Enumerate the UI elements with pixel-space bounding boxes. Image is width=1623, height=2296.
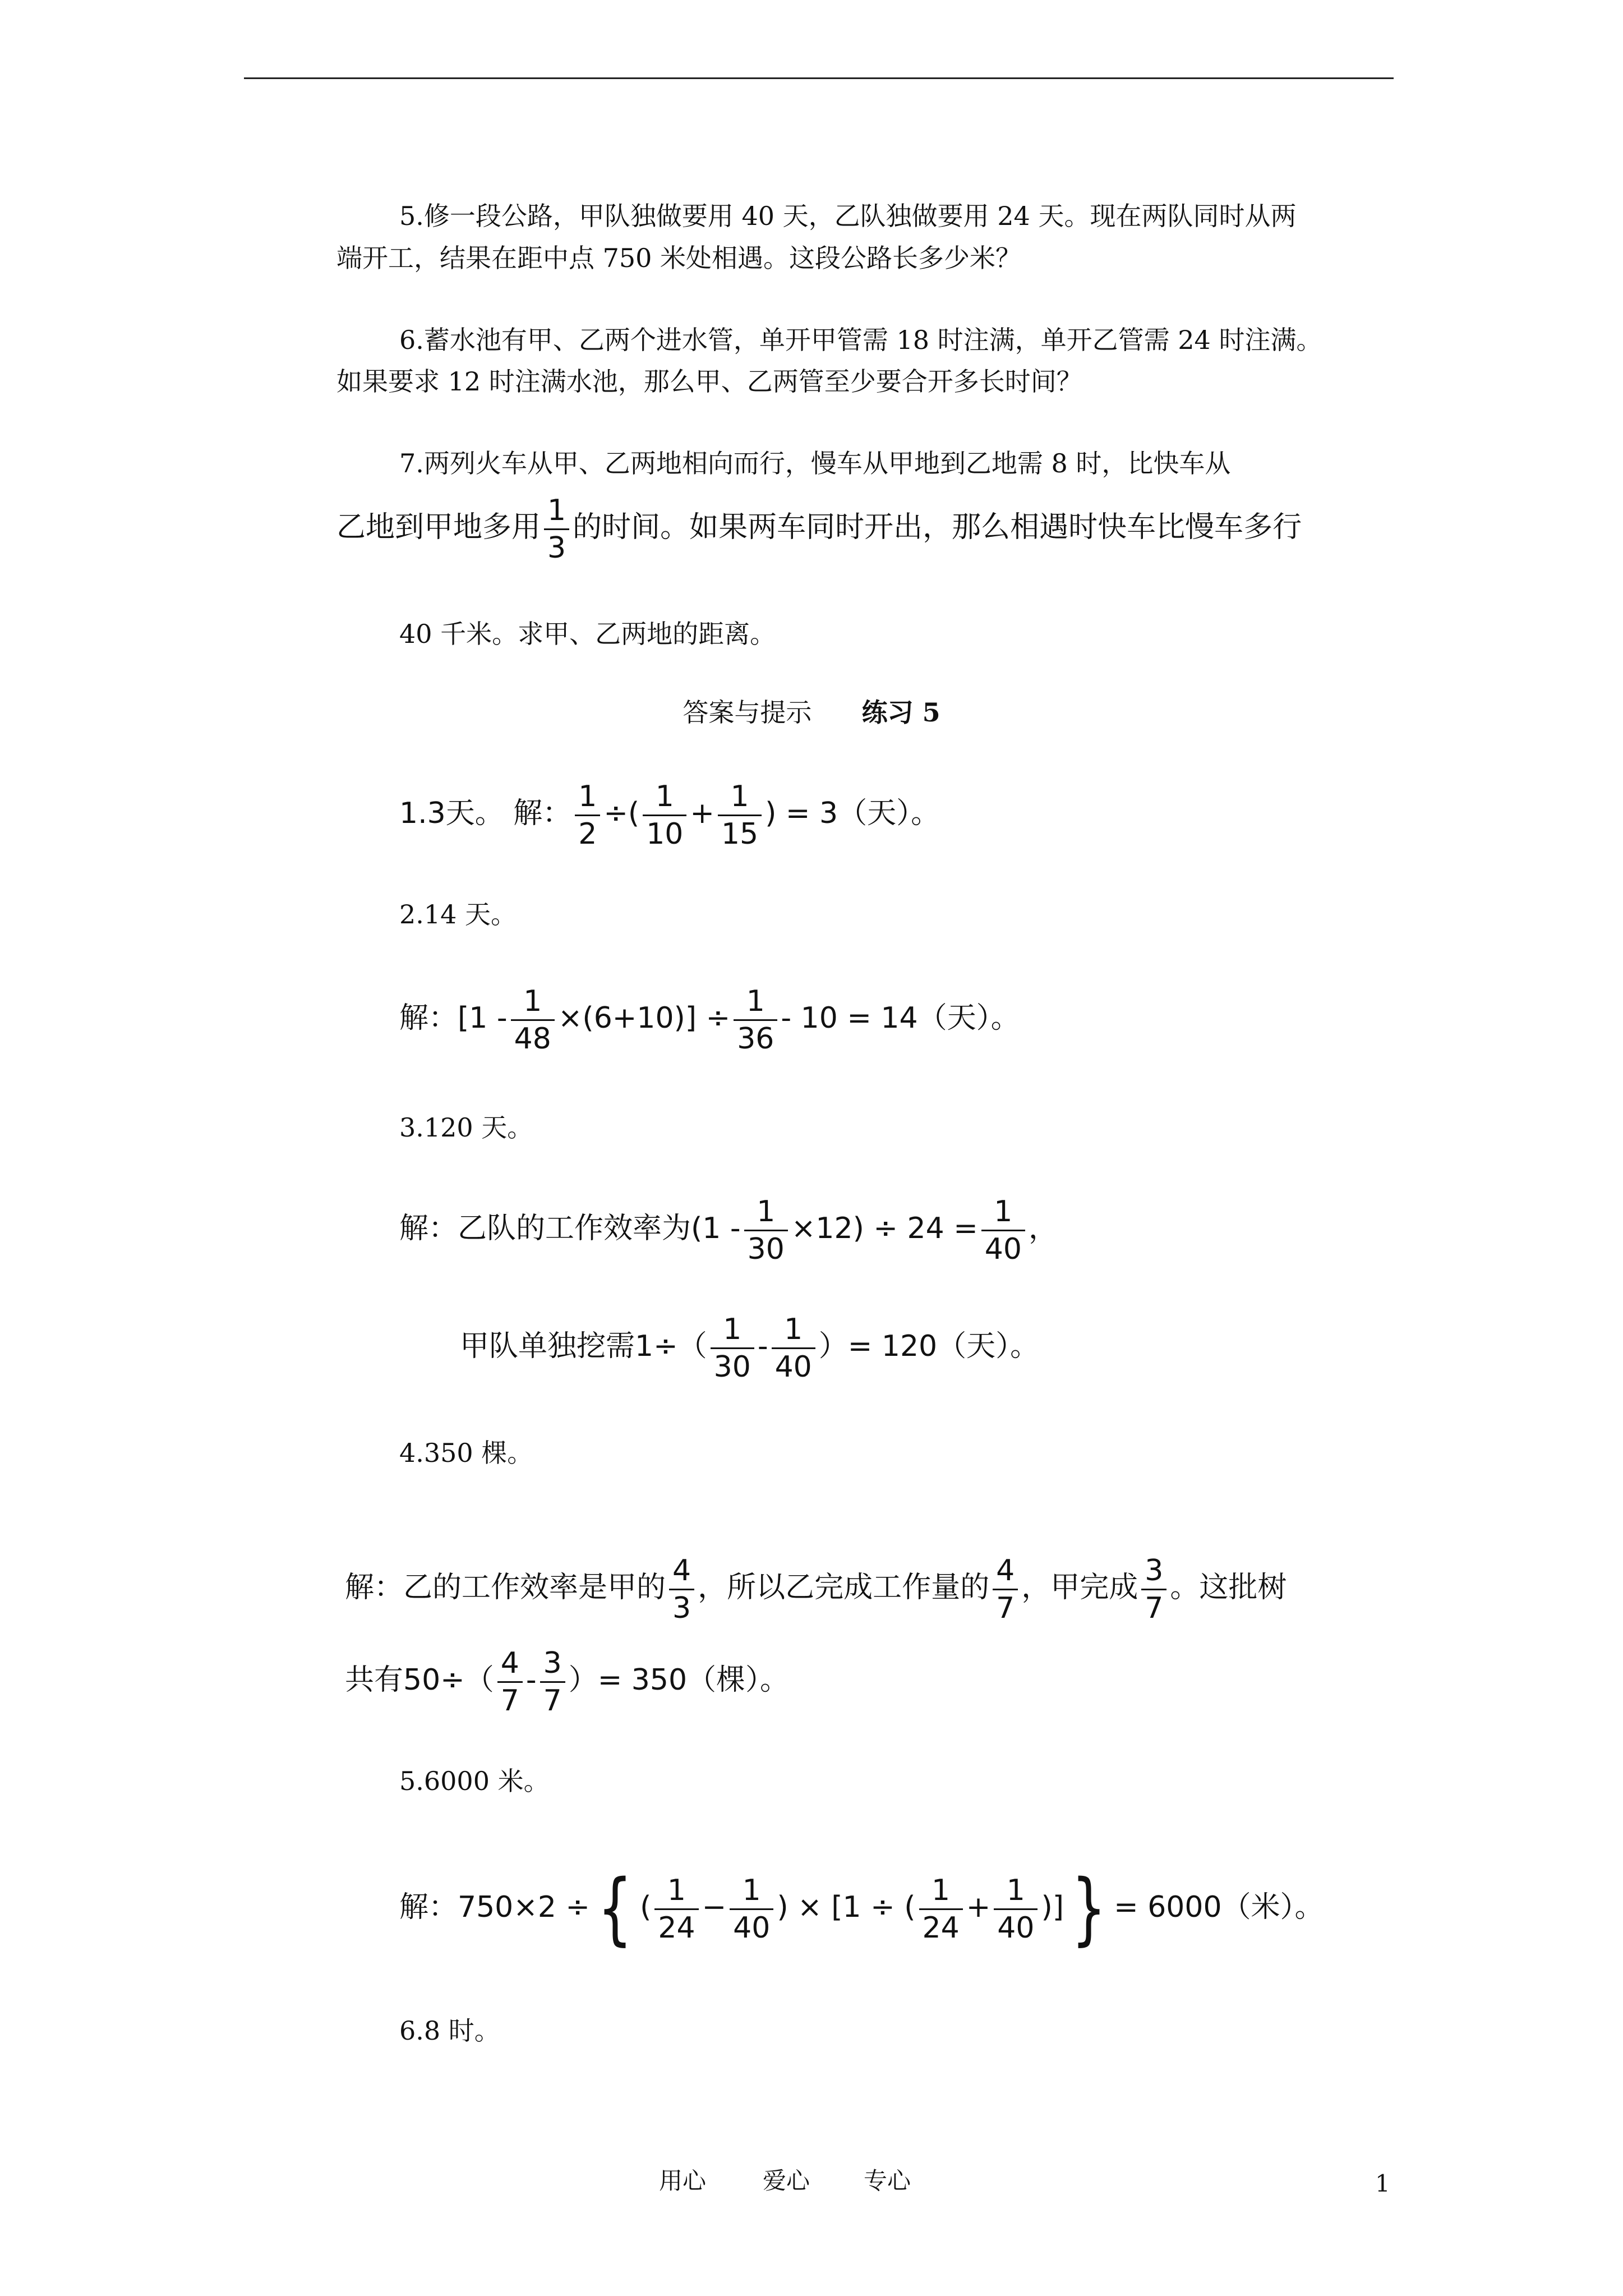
fraction-1-30-b: $\frac{1}{30}$ (711, 1315, 754, 1382)
fraction-1-24: $\frac{1}{24}$ (654, 1876, 698, 1943)
problem-6-line-1: 6.蓄水池有甲、乙两个进水管，单开甲管需 18 时注满，单开乙管需 24 时注满。 (399, 325, 1322, 355)
fraction-1-40-b: $\frac{1}{40}$ (772, 1315, 815, 1382)
problem-7-line-3: 40 千米。求甲、乙两地的距离。 (399, 619, 776, 649)
footer-text-1: 用心 (659, 2167, 707, 2194)
fraction-1-15: $\frac{1}{15}$ (718, 782, 762, 849)
answer-4-line-1: 解：乙的工作效率是甲的 $\frac{4}{3}$ ，所以乙完成工作量的 $\frac{4}{7}$ ，甲完成 $\frac{3}{7}$ 。这批树 (345, 1553, 1287, 1625)
problem-6-line-2: 如果要求 12 时注满水池，那么甲、乙两管至少要合开多长时间？ (336, 366, 1082, 397)
right-brace-icon: } (1071, 1863, 1106, 1954)
footer-text-3: 专心 (864, 2167, 911, 2194)
footer-text-2: 爱心 (763, 2167, 810, 2194)
fraction-1-10: $\frac{1}{10}$ (643, 782, 686, 849)
fraction-4-7-b: $\frac{4}{7}$ (497, 1649, 523, 1715)
page-number: 1 (1375, 2170, 1390, 2197)
problem-5-line-1: 5.修一段公路，甲队独做要用 40 天，乙队独做要用 24 天。现在两队同时从两 (399, 201, 1297, 231)
problem-5-line-2: 端开工，结果在距中点 750 米处相遇。这段公路长多少米？ (336, 243, 1022, 273)
answer-4-line-2: 共有50÷（ $\frac{4}{7}$ - $\frac{3}{7}$ ）= 350（棵）。 (345, 1646, 790, 1718)
fraction-1-36: $\frac{1}{36}$ (734, 987, 777, 1053)
p7-text-b: 的时间。如果两车同时开出，那么相遇时快车比慢车多行 (573, 510, 1302, 544)
fraction-3-7-b: $\frac{3}{7}$ (540, 1649, 565, 1715)
answers-heading (0, 696, 1623, 729)
answer-3-line-1: 解：乙队的工作效率为(1 - $\frac{1}{30}$ ×12) ÷ 24 = $\frac{1}{40}$ ， (399, 1194, 1058, 1266)
answer-3-line-2: 甲队单独挖需1÷（ $\frac{1}{30}$ - $\frac{1}{40}$ ）= 120（天）。 (460, 1312, 1040, 1384)
answer-4-label: 4.350 棵。 (399, 1438, 533, 1468)
answer-2-solution: 解：[1 - $\frac{1}{48}$ ×(6+10)] ÷ $\frac{1}{36}$ - 10 = 14（天）。 (399, 984, 1020, 1056)
fraction-4-7: $\frac{4}{7}$ (993, 1556, 1018, 1623)
answer-6-label: 6.8 时。 (399, 2016, 500, 2046)
fraction-1-40: $\frac{1}{40}$ (981, 1197, 1025, 1264)
fraction-3-7: $\frac{3}{7}$ (1141, 1556, 1166, 1623)
p7-text-a: 乙地到甲地多用 (336, 510, 541, 544)
fraction-one-third: $\frac{1}{3}$ (544, 496, 569, 563)
left-brace-icon: { (597, 1863, 633, 1954)
fraction-1-40-c: $\frac{1}{40}$ (730, 1876, 773, 1943)
fraction-1-30: $\frac{1}{30}$ (744, 1197, 788, 1264)
fraction-1-40-d: $\frac{1}{40}$ (994, 1876, 1038, 1943)
answers-heading-label: 答案与提示 (683, 697, 812, 728)
header-rule (244, 77, 1394, 79)
answer-1: 1.3天。 解： $\frac{1}{2}$ ÷( $\frac{1}{10}$ + $\frac{1}{15}$ ) = 3（天）。 (399, 779, 940, 851)
fraction-1-2: $\frac{1}{2}$ (575, 782, 600, 849)
fraction-1-48: $\frac{1}{48}$ (511, 987, 555, 1053)
problem-7-line-1: 7.两列火车从甲、乙两地相向而行，慢车从甲地到乙地需 8 时，比快车从 (399, 448, 1231, 478)
answers-heading-exercise: 练习 5 (861, 697, 940, 728)
problem-7-line-2 (336, 494, 1302, 563)
fraction-4-3: $\frac{4}{3}$ (669, 1556, 694, 1623)
answer-3-label: 3.120 天。 (399, 1112, 533, 1143)
answer-2-label: 2.14 天。 (399, 899, 517, 930)
answer-5-label: 5.6000 米。 (399, 1766, 550, 1796)
answer-5-solution: 解：750×2 ÷{ ( $\frac{1}{24}$ − $\frac{1}{40}$ ) × [1 ÷ ( $\frac{1}{24}$ + $\frac{1}{40}$ )]} = 6000（米）。 (399, 1863, 1324, 1954)
fraction-1-24-b: $\frac{1}{24}$ (919, 1876, 963, 1943)
